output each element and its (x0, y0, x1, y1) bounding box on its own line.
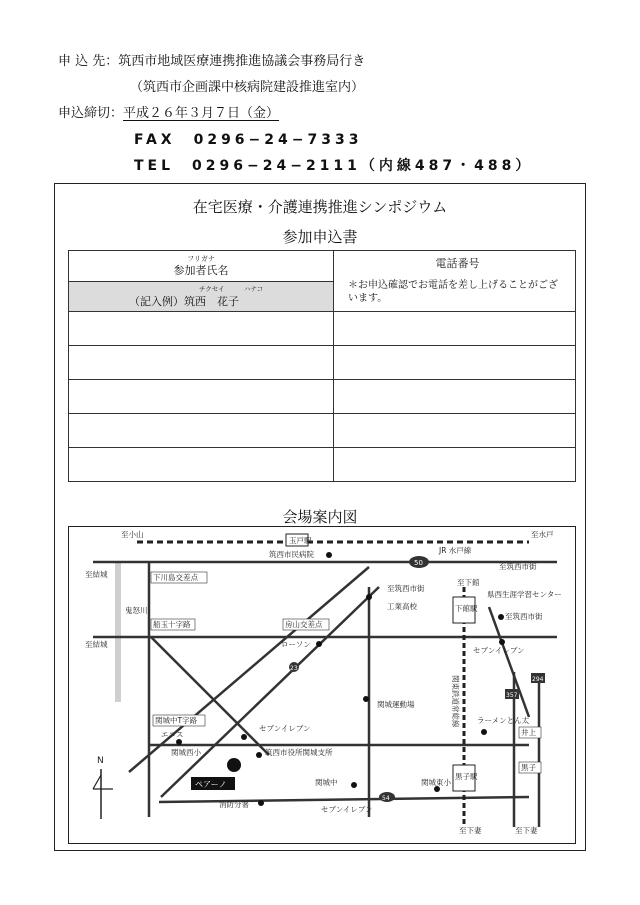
table-row (69, 448, 576, 482)
name-furigana: フリガナ (187, 255, 215, 263)
label-fire: 消防分署 (219, 800, 249, 809)
deadline-label: 申込締切： (58, 106, 124, 121)
venue-marker (227, 758, 241, 772)
label-ecos: エコス (161, 730, 184, 739)
north-arrow-icon (93, 756, 113, 819)
label-kuroko: 黒子 (521, 763, 536, 772)
label-to-chikusei-mid: 至筑西市街 (387, 584, 425, 593)
north-label: N (97, 756, 104, 766)
label-jr-line: JR 水戸線 (439, 546, 472, 555)
phone-entry-cell[interactable] (334, 312, 576, 346)
application-table (68, 250, 576, 482)
label-to-shimotsuma-2: 至下妻 (515, 826, 538, 835)
phone-entry-cell[interactable] (334, 346, 576, 380)
name-header-cell (69, 251, 334, 282)
example-label: （記入例） (129, 294, 184, 308)
label-to-shimotsuma-1: 至下妻 (459, 826, 482, 835)
label-to-chikusei-top: 至筑西市街 (499, 562, 537, 571)
example-furigana-2: ハナコ (244, 284, 264, 293)
label-funadama: 船玉十字路 (153, 620, 191, 629)
label-hospital: 筑西市民病院 (269, 550, 314, 559)
label-sekijo-jhs: 関城中 (315, 778, 338, 787)
venue-map (68, 526, 576, 844)
deadline-value: 平成２６年３月７日（金） (123, 106, 280, 121)
label-seki-t: 関城中T字路 (155, 716, 198, 725)
label-to-yuki-1: 至結城 (85, 570, 108, 579)
route357-number: 357 (506, 692, 518, 699)
deadline-line (58, 102, 279, 121)
table-row (69, 312, 576, 346)
venue-label: ペアーノ (195, 780, 227, 789)
example-name: 筑西 花子 (184, 294, 239, 308)
label-seven-right: セブンイレブン (473, 646, 525, 655)
road-diag-2 (129, 567, 369, 772)
label-oyama: 至小山 (121, 530, 144, 539)
route50-number: 50 (414, 559, 423, 567)
destination-line (58, 50, 365, 69)
name-entry-cell[interactable] (69, 448, 334, 482)
route23-number: 23 (290, 665, 298, 672)
river-band (115, 562, 121, 702)
label-to-yuki-2: 至結城 (85, 640, 108, 649)
table-row (69, 346, 576, 380)
destination-sub: （筑西市企画課中核病院建設推進室内） (130, 80, 365, 95)
map-title: 会場案内図 (282, 508, 358, 526)
phone-entry-cell[interactable] (334, 414, 576, 448)
road-route23-diag (161, 587, 379, 797)
name-entry-cell[interactable] (69, 380, 334, 414)
tamado-station-label: 玉戸駅 (289, 536, 312, 545)
label-seven-bottom: セブンイレブン (321, 805, 373, 814)
label-city-office: 筑西市役所関城支所 (265, 748, 333, 757)
roads (93, 562, 557, 827)
table-row (69, 414, 576, 448)
form-title: 在宅医療・介護連携推進シンポジウム (192, 198, 448, 216)
name-header: 参加者氏名 (173, 264, 229, 277)
route54-number: 54 (382, 795, 390, 802)
phone-entry-cell[interactable] (334, 380, 576, 414)
route294-number: 294 (532, 676, 544, 683)
form-subtitle: 参加申込書 (282, 228, 358, 246)
map-graphic (69, 527, 575, 843)
phone-header-cell (334, 251, 576, 312)
table-row (69, 380, 576, 414)
label-kinukawa: 鬼怒川 (125, 606, 148, 615)
fax-number: FAX 0296−24−7333 (134, 132, 363, 148)
example-cell (69, 282, 334, 312)
label-sekijo-elem: 関城西小 (171, 748, 201, 757)
table-header-row (69, 251, 576, 282)
label-kenchikusei: 県西生涯学習センター (487, 590, 562, 599)
label-to-shimodate: 至下館 (457, 578, 480, 587)
label-kanto-line: 関東鉄道常総線 (451, 675, 460, 728)
road-route54 (159, 797, 529, 802)
label-lawson: ローソン (281, 640, 311, 649)
label-to-chikusei-right: 至筑西市街 (505, 612, 543, 621)
destination-value: 筑西市地域医療連携推進協議会事務局行き (118, 54, 366, 69)
label-shimokawashima: 下川島交差点 (153, 573, 198, 582)
name-entry-cell[interactable] (69, 312, 334, 346)
label-inoue: 井上 (521, 728, 536, 737)
name-entry-cell[interactable] (69, 414, 334, 448)
destination-label: 申 込 先： (58, 54, 119, 69)
label-kogyo: 工業高校 (387, 602, 417, 611)
name-entry-cell[interactable] (69, 346, 334, 380)
label-undoujou: 関城運動場 (377, 700, 415, 709)
phone-note: ＊お申込確認でお電話を差し上げることがございます。 (348, 280, 558, 304)
label-sekijo-east: 関城東小 (421, 778, 451, 787)
phone-header: 電話番号 (435, 257, 480, 270)
road-right-diag (489, 607, 529, 717)
tel-number: TEL 0296−24−2111（内線487・488） (134, 158, 534, 174)
kuroko-station-label: 黒子駅 (455, 772, 478, 781)
label-haneyama: 房山交差点 (285, 620, 323, 629)
label-mito: 至水戸 (531, 530, 554, 539)
label-ramen: ラーメンとん太 (477, 716, 530, 725)
label-seven-mid: セブンイレブン (259, 724, 311, 733)
phone-entry-cell[interactable] (334, 448, 576, 482)
shimodate-station-label: 下館駅 (455, 604, 478, 613)
example-furigana-1: チクセイ (199, 284, 225, 293)
